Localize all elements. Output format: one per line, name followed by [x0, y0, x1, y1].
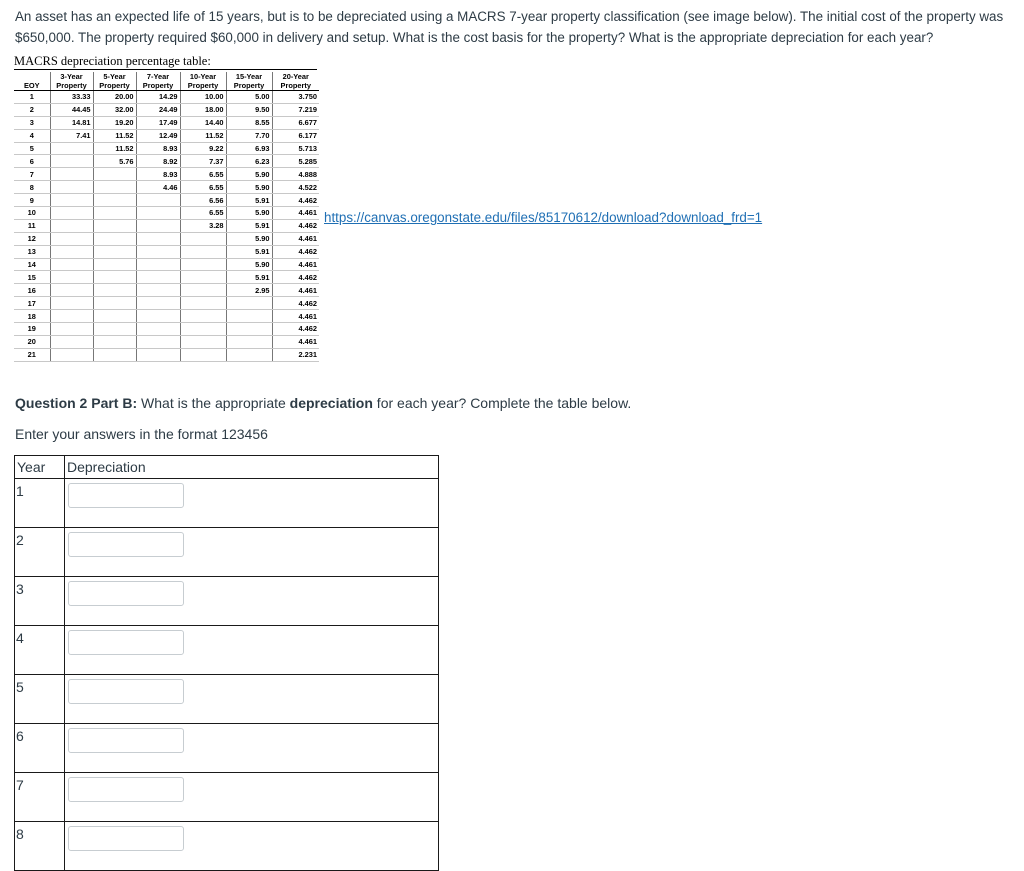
macrs-row [14, 194, 319, 207]
macrs-rate-cell: 14.40 [180, 116, 226, 129]
macrs-rate-cell: 5.90 [226, 207, 272, 220]
macrs-rate-cell [50, 142, 93, 155]
macrs-rate-cell: 6.177 [272, 129, 319, 142]
macrs-rate-cell: 8.93 [136, 142, 180, 155]
macrs-rate-cell [50, 219, 93, 232]
macrs-rate-cell: 6.55 [180, 181, 226, 194]
question-text-2: for each year? Complete the table below. [372, 395, 632, 411]
macrs-rate-cell: 3.750 [272, 91, 319, 104]
macrs-rate-cell: 4.46 [136, 181, 180, 194]
macrs-rate-cell: 4.462 [272, 245, 319, 258]
depreciation-cell [65, 479, 439, 528]
macrs-rate-cell [136, 207, 180, 220]
macrs-header-top: 20-Year [282, 72, 309, 81]
macrs-rate-cell: 7.70 [226, 129, 272, 142]
depreciation-input-year-6[interactable] [68, 728, 184, 753]
macrs-rate-cell [93, 348, 136, 361]
macrs-rate-cell: 4.462 [272, 323, 319, 336]
depreciation-cell [65, 577, 439, 626]
macrs-rate-cell: 32.00 [93, 103, 136, 116]
year-cell: 3 [15, 577, 65, 626]
macrs-rate-cell: 6.56 [180, 194, 226, 207]
macrs-eoy-cell: 7 [14, 168, 50, 181]
macrs-eoy-cell: 8 [14, 181, 50, 194]
format-note: Enter your answers in the format 123456 [15, 426, 268, 442]
macrs-eoy-cell: 20 [14, 335, 50, 348]
macrs-rate-cell: 6.55 [180, 168, 226, 181]
macrs-row [14, 181, 319, 194]
macrs-rate-cell [136, 194, 180, 207]
depreciation-cell [65, 675, 439, 724]
macrs-rate-cell: 9.50 [226, 103, 272, 116]
macrs-eoy-cell: 17 [14, 297, 50, 310]
macrs-table-image [14, 54, 320, 385]
macrs-eoy-cell: 14 [14, 258, 50, 271]
macrs-row [14, 310, 319, 323]
depreciation-cell [65, 822, 439, 871]
macrs-rate-cell: 14.29 [136, 91, 180, 104]
macrs-rate-cell: 5.713 [272, 142, 319, 155]
macrs-rate-cell [50, 155, 93, 168]
answer-row [15, 773, 439, 822]
macrs-rate-cell [180, 348, 226, 361]
macrs-rate-cell [136, 219, 180, 232]
macrs-rate-cell: 6.677 [272, 116, 319, 129]
macrs-header-top: 5-Year [93, 72, 136, 81]
macrs-rate-cell [93, 297, 136, 310]
macrs-rate-cell [50, 323, 93, 336]
question-text-bold: depreciation [289, 395, 373, 411]
macrs-rate-cell: 4.461 [272, 284, 319, 297]
macrs-rate-cell [50, 271, 93, 284]
depreciation-input-year-1[interactable] [68, 483, 184, 508]
macrs-rate-cell [226, 297, 272, 310]
macrs-rate-cell: 4.462 [272, 219, 319, 232]
answer-row [15, 528, 439, 577]
macrs-rate-cell [50, 284, 93, 297]
macrs-eoy-cell: 16 [14, 284, 50, 297]
macrs-rate-cell: 4.461 [272, 258, 319, 271]
macrs-rate-cell [180, 335, 226, 348]
macrs-rate-cell [50, 168, 93, 181]
macrs-rate-cell: 5.90 [226, 168, 272, 181]
macrs-rate-cell [180, 323, 226, 336]
macrs-rate-cell [93, 194, 136, 207]
answer-table-header [15, 456, 439, 479]
macrs-eoy-cell: 11 [14, 219, 50, 232]
macrs-eoy-cell: 5 [14, 142, 50, 155]
answer-row [15, 675, 439, 724]
macrs-rate-cell: 10.00 [180, 91, 226, 104]
macrs-rate-cell: 4.461 [272, 335, 319, 348]
macrs-rate-cell: 4.462 [272, 194, 319, 207]
macrs-row [14, 129, 319, 142]
macrs-rate-cell: 5.91 [226, 245, 272, 258]
macrs-eoy-cell: 13 [14, 245, 50, 258]
macrs-row [14, 103, 319, 116]
intro-line-2: $650,000. The property required $60,000 in delivery and setup. What is the cost basis for the property? What is the appropriate depreciation for each year? [15, 30, 934, 45]
macrs-rate-cell: 17.49 [136, 116, 180, 129]
macrs-rate-cell: 2.95 [226, 284, 272, 297]
macrs-rate-cell [226, 348, 272, 361]
macrs-rate-cell [93, 284, 136, 297]
macrs-rate-cell [50, 181, 93, 194]
macrs-eoy-cell: 2 [14, 103, 50, 116]
macrs-rate-cell: 6.93 [226, 142, 272, 155]
depreciation-cell [65, 528, 439, 577]
macrs-rate-cell: 11.52 [93, 129, 136, 142]
macrs-table [14, 72, 319, 362]
macrs-rate-cell [50, 297, 93, 310]
macrs-rate-cell: 2.231 [272, 348, 319, 361]
macrs-rate-cell: 4.461 [272, 207, 319, 220]
macrs-rate-cell: 4.888 [272, 168, 319, 181]
macrs-rate-cell [93, 335, 136, 348]
macrs-header-bottom: Property [226, 81, 272, 91]
macrs-rate-cell: 5.91 [226, 219, 272, 232]
year-cell: 2 [15, 528, 65, 577]
macrs-rate-cell [136, 271, 180, 284]
macrs-rate-cell: 14.81 [50, 116, 93, 129]
macrs-eoy-cell: 15 [14, 271, 50, 284]
macrs-rate-cell [180, 284, 226, 297]
year-cell: 4 [15, 626, 65, 675]
macrs-rate-cell [136, 335, 180, 348]
macrs-rate-cell [93, 181, 136, 194]
macrs-row [14, 323, 319, 336]
macrs-rate-cell: 5.90 [226, 232, 272, 245]
macrs-rate-cell [50, 348, 93, 361]
answer-row [15, 626, 439, 675]
macrs-row [14, 258, 319, 271]
depreciation-cell [65, 724, 439, 773]
year-cell: 8 [15, 822, 65, 871]
macrs-row [14, 142, 319, 155]
answer-row [15, 479, 439, 528]
question-text-1: What is the appropriate [137, 395, 290, 411]
macrs-rate-cell: 7.219 [272, 103, 319, 116]
macrs-row [14, 116, 319, 129]
macrs-header-top: 7-Year [136, 72, 180, 81]
macrs-rate-cell: 5.76 [93, 155, 136, 168]
macrs-rate-cell [226, 310, 272, 323]
depreciation-input-year-8[interactable] [68, 826, 184, 851]
macrs-rate-cell: 5.90 [226, 258, 272, 271]
macrs-eoy-cell: 1 [14, 91, 50, 104]
macrs-header-top: 10-Year [180, 72, 226, 81]
year-cell: 6 [15, 724, 65, 773]
macrs-header-top [14, 72, 50, 81]
macrs-rate-cell [136, 258, 180, 271]
macrs-rate-cell [136, 284, 180, 297]
macrs-rate-cell: 4.462 [272, 271, 319, 284]
macrs-eoy-cell: 10 [14, 207, 50, 220]
macrs-rate-cell: 4.461 [272, 232, 319, 245]
macrs-rate-cell: 7.41 [50, 129, 93, 142]
depreciation-cell [65, 626, 439, 675]
macrs-rate-cell: 5.285 [272, 155, 319, 168]
macrs-rate-cell: 19.20 [93, 116, 136, 129]
macrs-header-bottom: Property [93, 81, 136, 91]
macrs-eoy-cell: 18 [14, 310, 50, 323]
macrs-row [14, 155, 319, 168]
macrs-rate-cell: 6.23 [226, 155, 272, 168]
question-part-b [15, 395, 631, 411]
macrs-header-bottom: EOY [14, 81, 50, 91]
macrs-rate-cell [93, 258, 136, 271]
macrs-rate-cell: 8.55 [226, 116, 272, 129]
macrs-row [14, 168, 319, 181]
depreciation-input-year-5[interactable] [68, 679, 184, 704]
macrs-rate-cell: 24.49 [136, 103, 180, 116]
macrs-row [14, 207, 319, 220]
macrs-rate-cell [50, 232, 93, 245]
macrs-rate-cell [226, 335, 272, 348]
macrs-rate-cell [50, 258, 93, 271]
macrs-rate-cell [180, 245, 226, 258]
depreciation-input-year-4[interactable] [68, 630, 184, 655]
macrs-rate-cell: 11.52 [180, 129, 226, 142]
macrs-header-bottom: Property [136, 81, 180, 91]
macrs-rate-cell: 12.49 [136, 129, 180, 142]
macrs-rate-cell [93, 219, 136, 232]
macrs-rate-cell: 8.93 [136, 168, 180, 181]
macrs-rate-cell: 4.522 [272, 181, 319, 194]
macrs-caption: MACRS depreciation percentage table: [14, 54, 317, 70]
macrs-rate-cell: 11.52 [93, 142, 136, 155]
macrs-rate-cell [50, 335, 93, 348]
macrs-rate-cell [50, 310, 93, 323]
macrs-eoy-cell: 19 [14, 323, 50, 336]
year-cell: 5 [15, 675, 65, 724]
macrs-rate-cell [50, 245, 93, 258]
macrs-rate-cell: 5.91 [226, 194, 272, 207]
macrs-eoy-cell: 12 [14, 232, 50, 245]
macrs-rate-cell [50, 207, 93, 220]
macrs-row [14, 348, 319, 361]
macrs-rate-cell [136, 297, 180, 310]
macrs-rate-cell [180, 232, 226, 245]
macrs-rate-cell: 7.37 [180, 155, 226, 168]
macrs-row [14, 297, 319, 310]
year-header: Year [15, 456, 65, 479]
macrs-rate-cell: 3.28 [180, 219, 226, 232]
macrs-row [14, 271, 319, 284]
macrs-rate-cell [180, 310, 226, 323]
macrs-eoy-cell: 21 [14, 348, 50, 361]
macrs-eoy-cell: 6 [14, 155, 50, 168]
macrs-rate-cell [136, 310, 180, 323]
macrs-rate-cell [93, 245, 136, 258]
macrs-rate-cell [93, 168, 136, 181]
question-intro [15, 6, 1010, 48]
question-part-label: Question 2 Part B: [15, 395, 138, 411]
intro-line-1: An asset has an expected life of 15 years, but is to be depreciated using a MACRS 7-year property classification (see image below). The initial cost of the property was [15, 9, 1004, 24]
depreciation-input-year-3[interactable] [68, 581, 184, 606]
macrs-rate-cell: 6.55 [180, 207, 226, 220]
macrs-row [14, 335, 319, 348]
macrs-rate-cell [136, 245, 180, 258]
macrs-eoy-cell: 4 [14, 129, 50, 142]
depreciation-header: Depreciation [65, 456, 439, 479]
macrs-rate-cell [93, 271, 136, 284]
macrs-row [14, 232, 319, 245]
image-download-link[interactable]: https://canvas.oregonstate.edu/files/85170612/download?download_frd=1 [324, 210, 763, 225]
macrs-rate-cell [136, 323, 180, 336]
macrs-row [14, 91, 319, 104]
macrs-rate-cell [226, 323, 272, 336]
macrs-rate-cell [136, 348, 180, 361]
macrs-rate-cell [136, 232, 180, 245]
macrs-rate-cell: 4.462 [272, 297, 319, 310]
macrs-rate-cell [93, 207, 136, 220]
macrs-eoy-cell: 9 [14, 194, 50, 207]
macrs-rate-cell: 5.00 [226, 91, 272, 104]
macrs-row [14, 284, 319, 297]
macrs-rate-cell: 20.00 [93, 91, 136, 104]
macrs-header-top: 15-Year [226, 72, 272, 81]
macrs-rate-cell [180, 271, 226, 284]
year-cell: 7 [15, 773, 65, 822]
macrs-eoy-cell: 3 [14, 116, 50, 129]
macrs-row [14, 245, 319, 258]
macrs-rate-cell: 18.00 [180, 103, 226, 116]
answer-row [15, 822, 439, 871]
macrs-rate-cell: 8.92 [136, 155, 180, 168]
year-cell: 1 [15, 479, 65, 528]
depreciation-cell [65, 773, 439, 822]
macrs-header-top: 3-Year [50, 72, 93, 81]
macrs-rate-cell [93, 232, 136, 245]
macrs-header-bottom: Property [272, 81, 319, 91]
macrs-rate-cell: 5.91 [226, 271, 272, 284]
depreciation-input-year-2[interactable] [68, 532, 184, 557]
depreciation-input-year-7[interactable] [68, 777, 184, 802]
macrs-header-bottom: Property [50, 81, 93, 91]
macrs-rate-cell [93, 323, 136, 336]
macrs-rate-cell [93, 310, 136, 323]
macrs-rate-cell [180, 297, 226, 310]
macrs-rate-cell [50, 194, 93, 207]
macrs-rate-cell: 33.33 [50, 91, 93, 104]
macrs-rate-cell: 9.22 [180, 142, 226, 155]
answer-table [14, 455, 439, 871]
answer-row [15, 724, 439, 773]
macrs-rate-cell: 4.461 [272, 310, 319, 323]
macrs-rate-cell [180, 258, 226, 271]
answer-row [15, 577, 439, 626]
macrs-header-bottom: Property [180, 81, 226, 91]
macrs-row [14, 219, 319, 232]
macrs-rate-cell: 5.90 [226, 181, 272, 194]
macrs-rate-cell: 44.45 [50, 103, 93, 116]
